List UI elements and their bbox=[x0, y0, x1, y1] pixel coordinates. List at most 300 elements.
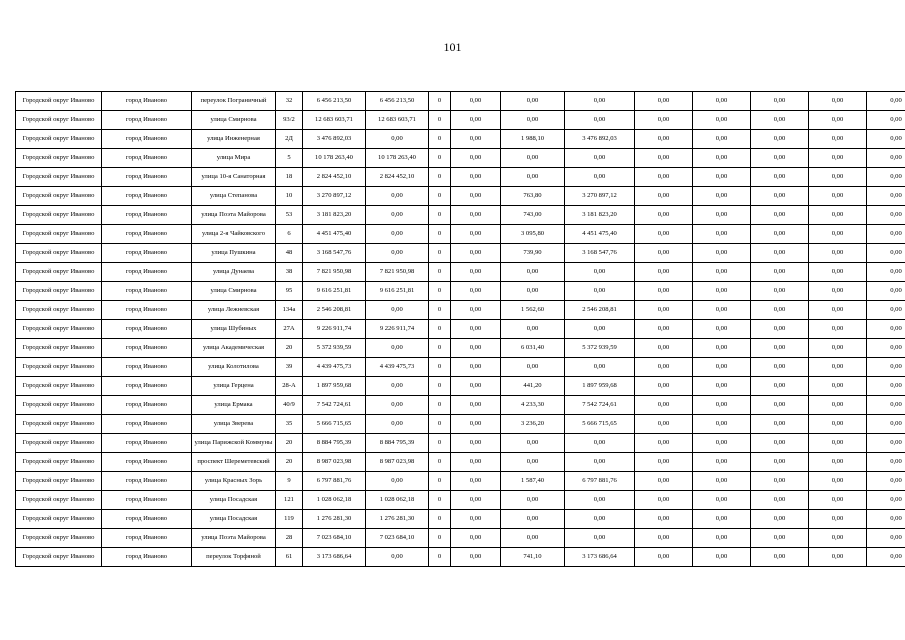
amount-cell: 0,00 bbox=[635, 301, 693, 320]
total-cost-cell: 4 439 475,73 bbox=[303, 358, 366, 377]
street-cell: улица Инженерная bbox=[192, 130, 276, 149]
amount-cell: 0,00 bbox=[751, 168, 809, 187]
amount-cell: 0,00 bbox=[451, 396, 501, 415]
amount-cell: 0,00 bbox=[867, 301, 905, 320]
amount-cell: 0,00 bbox=[751, 339, 809, 358]
amount-cell: 0,00 bbox=[867, 415, 905, 434]
total-cost-cell: 3 270 897,12 bbox=[303, 187, 366, 206]
count-cell: 0 bbox=[429, 434, 451, 453]
area-cell: 0,00 bbox=[501, 510, 565, 529]
amount-cell: 0,00 bbox=[451, 225, 501, 244]
amount-cell: 0,00 bbox=[809, 434, 867, 453]
city-cell: город Иваново bbox=[102, 225, 192, 244]
amount-cell: 0,00 bbox=[366, 244, 429, 263]
house-number-cell: 32 bbox=[276, 92, 303, 111]
amount-cell: 0,00 bbox=[751, 187, 809, 206]
district-cell: Городской округ Иваново bbox=[16, 187, 102, 206]
amount-cell: 0,00 bbox=[751, 111, 809, 130]
table-row bbox=[16, 434, 905, 453]
amount-cell: 0,00 bbox=[809, 529, 867, 548]
amount-cell: 0,00 bbox=[867, 358, 905, 377]
amount-cell: 0,00 bbox=[751, 225, 809, 244]
street-cell: улица Академическая bbox=[192, 339, 276, 358]
total-cost-cell: 3 168 547,76 bbox=[303, 244, 366, 263]
amount-cell: 0,00 bbox=[751, 491, 809, 510]
district-cell: Городской округ Иваново bbox=[16, 434, 102, 453]
street-cell: улица Пушкина bbox=[192, 244, 276, 263]
amount-cell: 0,00 bbox=[693, 244, 751, 263]
city-cell: город Иваново bbox=[102, 282, 192, 301]
table-row bbox=[16, 244, 905, 263]
count-cell: 0 bbox=[429, 225, 451, 244]
amount-cell: 0,00 bbox=[809, 339, 867, 358]
amount-cell: 0,00 bbox=[693, 282, 751, 301]
amount-cell: 0,00 bbox=[693, 358, 751, 377]
table-row bbox=[16, 130, 905, 149]
amount-cell: 0,00 bbox=[451, 415, 501, 434]
area-cell: 0,00 bbox=[501, 434, 565, 453]
city-cell: город Иваново bbox=[102, 244, 192, 263]
amount-cell: 0,00 bbox=[366, 225, 429, 244]
amount-cell: 0,00 bbox=[451, 111, 501, 130]
amount-cell: 0,00 bbox=[366, 415, 429, 434]
street-cell: улица Красных Зорь bbox=[192, 472, 276, 491]
table-row bbox=[16, 111, 905, 130]
city-cell: город Иваново bbox=[102, 548, 192, 567]
amount-cell: 0,00 bbox=[751, 206, 809, 225]
street-cell: улица Мира bbox=[192, 149, 276, 168]
count-cell: 0 bbox=[429, 206, 451, 225]
amount-cell: 0,00 bbox=[751, 263, 809, 282]
district-cell: Городской округ Иваново bbox=[16, 510, 102, 529]
amount-cell: 0,00 bbox=[867, 320, 905, 339]
area-cell: 739,90 bbox=[501, 244, 565, 263]
amount-cell: 5 372 939,59 bbox=[565, 339, 635, 358]
amount-cell: 0,00 bbox=[809, 187, 867, 206]
count-cell: 0 bbox=[429, 415, 451, 434]
amount-cell: 0,00 bbox=[693, 263, 751, 282]
table-row bbox=[16, 548, 905, 567]
area-cell: 1 988,10 bbox=[501, 130, 565, 149]
street-cell: улица Посадская bbox=[192, 491, 276, 510]
amount-cell: 0,00 bbox=[751, 396, 809, 415]
amount-cell: 0,00 bbox=[565, 510, 635, 529]
amount-cell: 0,00 bbox=[751, 149, 809, 168]
amount-cell: 0,00 bbox=[565, 92, 635, 111]
street-cell: улица 2-я Чайковского bbox=[192, 225, 276, 244]
street-cell: улица Герцена bbox=[192, 377, 276, 396]
house-number-cell: 93/2 bbox=[276, 111, 303, 130]
amount-cell: 0,00 bbox=[565, 149, 635, 168]
amount-cell: 0,00 bbox=[867, 206, 905, 225]
count-cell: 0 bbox=[429, 358, 451, 377]
amount-cell: 0,00 bbox=[565, 168, 635, 187]
amount-cell: 0,00 bbox=[451, 282, 501, 301]
amount-cell: 0,00 bbox=[751, 320, 809, 339]
amount-cell: 0,00 bbox=[867, 225, 905, 244]
amount-cell: 0,00 bbox=[451, 472, 501, 491]
amount-cell: 0,00 bbox=[751, 472, 809, 491]
amount-cell: 0,00 bbox=[809, 301, 867, 320]
amount-cell: 0,00 bbox=[809, 472, 867, 491]
amount-cell: 0,00 bbox=[867, 453, 905, 472]
amount-cell: 0,00 bbox=[366, 301, 429, 320]
table-row bbox=[16, 92, 905, 111]
amount-cell: 0,00 bbox=[693, 548, 751, 567]
amount-cell: 2 824 452,10 bbox=[366, 168, 429, 187]
district-cell: Городской округ Иваново bbox=[16, 92, 102, 111]
amount-cell: 0,00 bbox=[635, 491, 693, 510]
total-cost-cell: 9 616 251,81 bbox=[303, 282, 366, 301]
amount-cell: 5 666 715,65 bbox=[565, 415, 635, 434]
district-cell: Городской округ Иваново bbox=[16, 111, 102, 130]
amount-cell: 0,00 bbox=[693, 453, 751, 472]
city-cell: город Иваново bbox=[102, 149, 192, 168]
amount-cell: 0,00 bbox=[867, 396, 905, 415]
amount-cell: 0,00 bbox=[809, 415, 867, 434]
area-cell: 743,00 bbox=[501, 206, 565, 225]
total-cost-cell: 3 476 892,03 bbox=[303, 130, 366, 149]
amount-cell: 0,00 bbox=[809, 320, 867, 339]
amount-cell: 0,00 bbox=[867, 491, 905, 510]
total-cost-cell: 2 546 208,81 bbox=[303, 301, 366, 320]
amount-cell: 0,00 bbox=[809, 149, 867, 168]
amount-cell: 0,00 bbox=[751, 130, 809, 149]
amount-cell: 0,00 bbox=[451, 529, 501, 548]
table-row bbox=[16, 168, 905, 187]
amount-cell: 0,00 bbox=[693, 206, 751, 225]
table-row bbox=[16, 453, 905, 472]
house-number-cell: 9 bbox=[276, 472, 303, 491]
amount-cell: 0,00 bbox=[693, 396, 751, 415]
amount-cell: 0,00 bbox=[451, 244, 501, 263]
amount-cell: 0,00 bbox=[635, 453, 693, 472]
amount-cell: 0,00 bbox=[693, 130, 751, 149]
street-cell: улица Посадская bbox=[192, 510, 276, 529]
house-number-cell: 2Д bbox=[276, 130, 303, 149]
house-number-cell: 38 bbox=[276, 263, 303, 282]
city-cell: город Иваново bbox=[102, 263, 192, 282]
total-cost-cell: 12 683 603,71 bbox=[303, 111, 366, 130]
street-cell: улица Дунаева bbox=[192, 263, 276, 282]
amount-cell: 0,00 bbox=[451, 453, 501, 472]
amount-cell: 0,00 bbox=[451, 358, 501, 377]
district-cell: Городской округ Иваново bbox=[16, 377, 102, 396]
total-cost-cell: 3 173 686,64 bbox=[303, 548, 366, 567]
house-number-cell: 6 bbox=[276, 225, 303, 244]
city-cell: город Иваново bbox=[102, 358, 192, 377]
count-cell: 0 bbox=[429, 510, 451, 529]
count-cell: 0 bbox=[429, 263, 451, 282]
amount-cell: 0,00 bbox=[693, 149, 751, 168]
district-cell: Городской округ Иваново bbox=[16, 301, 102, 320]
total-cost-cell: 8 884 795,39 bbox=[303, 434, 366, 453]
amount-cell: 0,00 bbox=[693, 168, 751, 187]
total-cost-cell: 1 897 959,68 bbox=[303, 377, 366, 396]
total-cost-cell: 10 178 263,40 bbox=[303, 149, 366, 168]
house-number-cell: 20 bbox=[276, 453, 303, 472]
amount-cell: 0,00 bbox=[809, 358, 867, 377]
amount-cell: 0,00 bbox=[867, 434, 905, 453]
amount-cell: 0,00 bbox=[635, 187, 693, 206]
amount-cell: 0,00 bbox=[809, 263, 867, 282]
amount-cell: 0,00 bbox=[693, 472, 751, 491]
count-cell: 0 bbox=[429, 301, 451, 320]
amount-cell: 6 797 881,76 bbox=[565, 472, 635, 491]
amount-cell: 0,00 bbox=[809, 377, 867, 396]
count-cell: 0 bbox=[429, 168, 451, 187]
house-number-cell: 48 bbox=[276, 244, 303, 263]
area-cell: 763,80 bbox=[501, 187, 565, 206]
table-row bbox=[16, 491, 905, 510]
city-cell: город Иваново bbox=[102, 92, 192, 111]
street-cell: улица Зверева bbox=[192, 415, 276, 434]
city-cell: город Иваново bbox=[102, 187, 192, 206]
amount-cell: 0,00 bbox=[451, 548, 501, 567]
amount-cell: 0,00 bbox=[693, 339, 751, 358]
house-number-cell: 28 bbox=[276, 529, 303, 548]
district-cell: Городской округ Иваново bbox=[16, 339, 102, 358]
table-row bbox=[16, 339, 905, 358]
amount-cell: 0,00 bbox=[565, 358, 635, 377]
amount-cell: 10 178 263,40 bbox=[366, 149, 429, 168]
table-row bbox=[16, 529, 905, 548]
amount-cell: 0,00 bbox=[751, 529, 809, 548]
count-cell: 0 bbox=[429, 92, 451, 111]
amount-cell: 0,00 bbox=[867, 548, 905, 567]
table-row bbox=[16, 396, 905, 415]
area-cell: 0,00 bbox=[501, 358, 565, 377]
amount-cell: 0,00 bbox=[809, 111, 867, 130]
street-cell: улица Поэта Майорова bbox=[192, 206, 276, 225]
city-cell: город Иваново bbox=[102, 301, 192, 320]
amount-cell: 0,00 bbox=[751, 377, 809, 396]
amount-cell: 0,00 bbox=[635, 263, 693, 282]
district-cell: Городской округ Иваново bbox=[16, 415, 102, 434]
amount-cell: 0,00 bbox=[809, 130, 867, 149]
amount-cell: 0,00 bbox=[867, 149, 905, 168]
house-number-cell: 10 bbox=[276, 187, 303, 206]
amount-cell: 0,00 bbox=[451, 206, 501, 225]
house-number-cell: 134а bbox=[276, 301, 303, 320]
amount-cell: 12 683 603,71 bbox=[366, 111, 429, 130]
amount-cell: 0,00 bbox=[693, 225, 751, 244]
amount-cell: 0,00 bbox=[751, 548, 809, 567]
count-cell: 0 bbox=[429, 111, 451, 130]
amount-cell: 0,00 bbox=[366, 377, 429, 396]
table-row bbox=[16, 225, 905, 244]
count-cell: 0 bbox=[429, 491, 451, 510]
total-cost-cell: 1 276 281,30 bbox=[303, 510, 366, 529]
amount-cell: 0,00 bbox=[867, 168, 905, 187]
amount-cell: 9 226 911,74 bbox=[366, 320, 429, 339]
amount-cell: 7 023 684,10 bbox=[366, 529, 429, 548]
street-cell: улица Колотилова bbox=[192, 358, 276, 377]
amount-cell: 0,00 bbox=[693, 529, 751, 548]
district-cell: Городской округ Иваново bbox=[16, 206, 102, 225]
amount-cell: 0,00 bbox=[635, 168, 693, 187]
amount-cell: 0,00 bbox=[451, 92, 501, 111]
amount-cell: 0,00 bbox=[635, 130, 693, 149]
amount-cell: 0,00 bbox=[635, 149, 693, 168]
page-number: 101 bbox=[443, 40, 462, 54]
city-cell: город Иваново bbox=[102, 491, 192, 510]
amount-cell: 3 270 897,12 bbox=[565, 187, 635, 206]
total-cost-cell: 7 542 724,61 bbox=[303, 396, 366, 415]
amount-cell: 0,00 bbox=[751, 92, 809, 111]
amount-cell: 0,00 bbox=[809, 396, 867, 415]
amount-cell: 0,00 bbox=[635, 472, 693, 491]
amount-cell: 0,00 bbox=[867, 187, 905, 206]
house-number-cell: 28-А bbox=[276, 377, 303, 396]
area-cell: 1 562,60 bbox=[501, 301, 565, 320]
street-cell: улица Шубиных bbox=[192, 320, 276, 339]
house-number-cell: 39 bbox=[276, 358, 303, 377]
house-number-cell: 27А bbox=[276, 320, 303, 339]
amount-cell: 0,00 bbox=[751, 453, 809, 472]
count-cell: 0 bbox=[429, 320, 451, 339]
amount-cell: 0,00 bbox=[451, 320, 501, 339]
amount-cell: 0,00 bbox=[451, 130, 501, 149]
amount-cell: 0,00 bbox=[366, 396, 429, 415]
amount-cell: 0,00 bbox=[451, 339, 501, 358]
amount-cell: 4 439 475,73 bbox=[366, 358, 429, 377]
area-cell: 1 587,40 bbox=[501, 472, 565, 491]
amount-cell: 0,00 bbox=[451, 301, 501, 320]
count-cell: 0 bbox=[429, 244, 451, 263]
amount-cell: 8 987 023,98 bbox=[366, 453, 429, 472]
district-cell: Городской округ Иваново bbox=[16, 320, 102, 339]
amount-cell: 0,00 bbox=[565, 529, 635, 548]
table-row bbox=[16, 187, 905, 206]
city-cell: город Иваново bbox=[102, 111, 192, 130]
table-row bbox=[16, 206, 905, 225]
amount-cell: 0,00 bbox=[867, 92, 905, 111]
amount-cell: 0,00 bbox=[867, 472, 905, 491]
amount-cell: 0,00 bbox=[693, 320, 751, 339]
area-cell: 6 031,40 bbox=[501, 339, 565, 358]
amount-cell: 8 884 795,39 bbox=[366, 434, 429, 453]
count-cell: 0 bbox=[429, 149, 451, 168]
total-cost-cell: 7 821 950,98 bbox=[303, 263, 366, 282]
amount-cell: 0,00 bbox=[693, 415, 751, 434]
amount-cell: 0,00 bbox=[693, 434, 751, 453]
capital-repair-register-table bbox=[15, 91, 905, 567]
amount-cell: 0,00 bbox=[451, 168, 501, 187]
area-cell: 0,00 bbox=[501, 491, 565, 510]
area-cell: 4 233,30 bbox=[501, 396, 565, 415]
amount-cell: 0,00 bbox=[751, 244, 809, 263]
table-row bbox=[16, 472, 905, 491]
amount-cell: 1 276 281,30 bbox=[366, 510, 429, 529]
count-cell: 0 bbox=[429, 377, 451, 396]
area-cell: 441,20 bbox=[501, 377, 565, 396]
amount-cell: 0,00 bbox=[751, 510, 809, 529]
district-cell: Городской округ Иваново bbox=[16, 529, 102, 548]
district-cell: Городской округ Иваново bbox=[16, 358, 102, 377]
amount-cell: 9 616 251,81 bbox=[366, 282, 429, 301]
table-row bbox=[16, 149, 905, 168]
city-cell: город Иваново bbox=[102, 396, 192, 415]
amount-cell: 3 173 686,64 bbox=[565, 548, 635, 567]
table-row bbox=[16, 263, 905, 282]
amount-cell: 0,00 bbox=[867, 111, 905, 130]
amount-cell: 7 821 950,98 bbox=[366, 263, 429, 282]
area-cell: 0,00 bbox=[501, 320, 565, 339]
district-cell: Городской округ Иваново bbox=[16, 491, 102, 510]
street-cell: переулок Пограничный bbox=[192, 92, 276, 111]
amount-cell: 0,00 bbox=[693, 377, 751, 396]
street-cell: улица Степанова bbox=[192, 187, 276, 206]
amount-cell: 1 897 959,68 bbox=[565, 377, 635, 396]
amount-cell: 0,00 bbox=[867, 339, 905, 358]
amount-cell: 0,00 bbox=[635, 225, 693, 244]
city-cell: город Иваново bbox=[102, 377, 192, 396]
area-cell: 0,00 bbox=[501, 111, 565, 130]
table-row bbox=[16, 282, 905, 301]
amount-cell: 0,00 bbox=[693, 510, 751, 529]
city-cell: город Иваново bbox=[102, 168, 192, 187]
amount-cell: 2 546 208,81 bbox=[565, 301, 635, 320]
street-cell: улица Поэта Майорова bbox=[192, 529, 276, 548]
district-cell: Городской округ Иваново bbox=[16, 396, 102, 415]
table-row bbox=[16, 301, 905, 320]
total-cost-cell: 6 456 213,50 bbox=[303, 92, 366, 111]
amount-cell: 0,00 bbox=[366, 339, 429, 358]
district-cell: Городской округ Иваново bbox=[16, 263, 102, 282]
total-cost-cell: 2 824 452,10 bbox=[303, 168, 366, 187]
total-cost-cell: 9 226 911,74 bbox=[303, 320, 366, 339]
house-number-cell: 95 bbox=[276, 282, 303, 301]
amount-cell: 0,00 bbox=[809, 510, 867, 529]
city-cell: город Иваново bbox=[102, 415, 192, 434]
amount-cell: 0,00 bbox=[366, 187, 429, 206]
amount-cell: 0,00 bbox=[565, 320, 635, 339]
amount-cell: 0,00 bbox=[751, 282, 809, 301]
total-cost-cell: 1 028 062,18 bbox=[303, 491, 366, 510]
city-cell: город Иваново bbox=[102, 510, 192, 529]
amount-cell: 0,00 bbox=[809, 548, 867, 567]
amount-cell: 0,00 bbox=[809, 453, 867, 472]
amount-cell: 0,00 bbox=[635, 282, 693, 301]
amount-cell: 0,00 bbox=[867, 377, 905, 396]
amount-cell: 0,00 bbox=[867, 510, 905, 529]
amount-cell: 0,00 bbox=[565, 491, 635, 510]
amount-cell: 0,00 bbox=[451, 491, 501, 510]
area-cell: 3 236,20 bbox=[501, 415, 565, 434]
street-cell: улица Парижской Коммуны bbox=[192, 434, 276, 453]
area-cell: 0,00 bbox=[501, 453, 565, 472]
amount-cell: 0,00 bbox=[635, 377, 693, 396]
count-cell: 0 bbox=[429, 130, 451, 149]
area-cell: 0,00 bbox=[501, 263, 565, 282]
amount-cell: 0,00 bbox=[809, 491, 867, 510]
amount-cell: 0,00 bbox=[693, 491, 751, 510]
count-cell: 0 bbox=[429, 187, 451, 206]
total-cost-cell: 6 797 881,76 bbox=[303, 472, 366, 491]
district-cell: Городской округ Иваново bbox=[16, 244, 102, 263]
count-cell: 0 bbox=[429, 339, 451, 358]
district-cell: Городской округ Иваново bbox=[16, 453, 102, 472]
amount-cell: 0,00 bbox=[451, 377, 501, 396]
area-cell: 0,00 bbox=[501, 92, 565, 111]
count-cell: 0 bbox=[429, 548, 451, 567]
amount-cell: 0,00 bbox=[451, 510, 501, 529]
amount-cell: 0,00 bbox=[751, 358, 809, 377]
amount-cell: 0,00 bbox=[867, 244, 905, 263]
area-cell: 3 095,80 bbox=[501, 225, 565, 244]
city-cell: город Иваново bbox=[102, 453, 192, 472]
